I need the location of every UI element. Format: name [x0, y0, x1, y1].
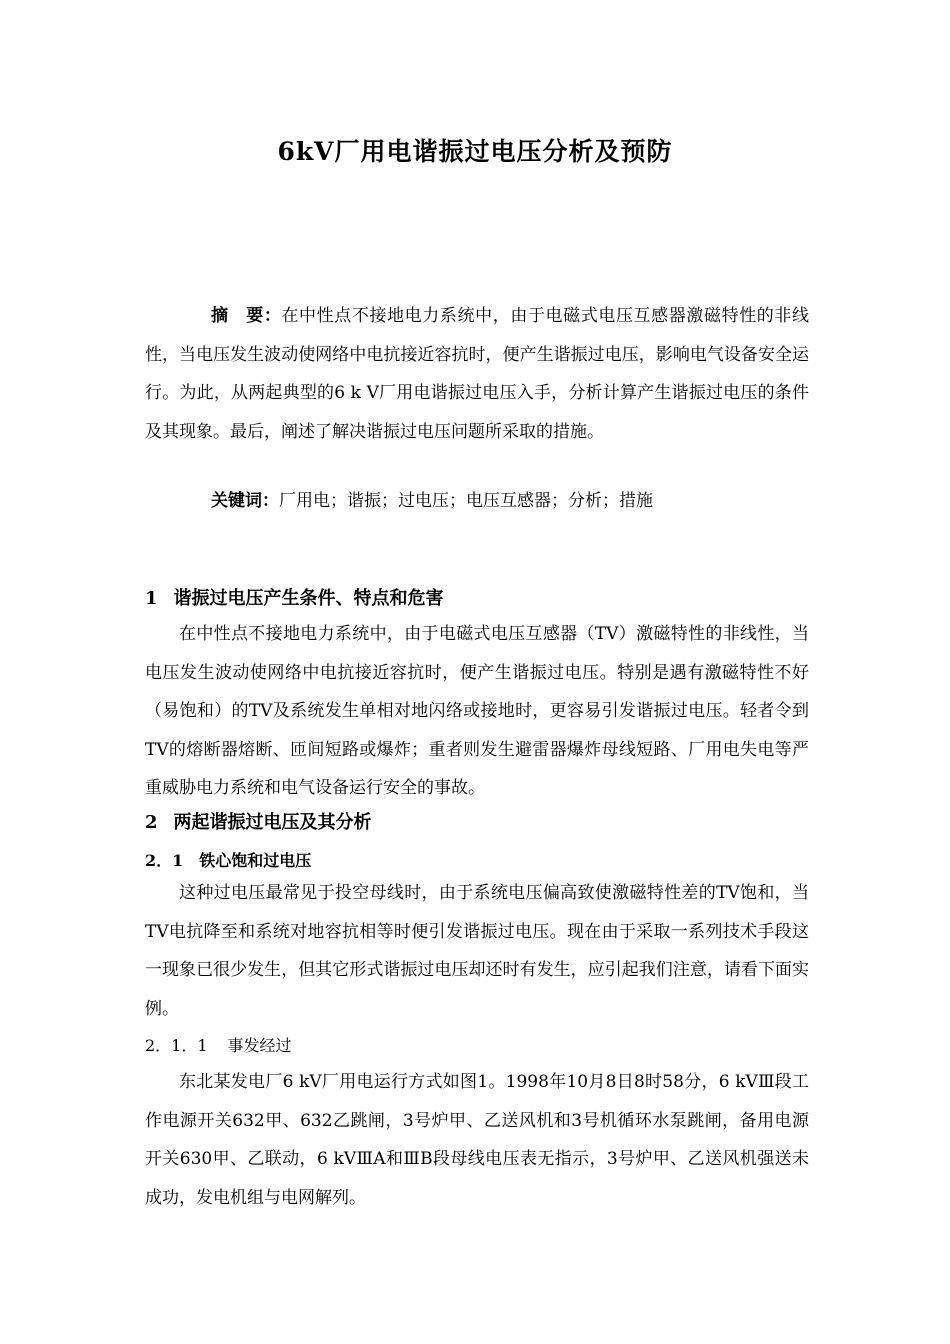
section-2-number: 2 [145, 812, 158, 833]
abstract-text: 在中性点不接地电力系统中，由于电磁式电压互感器激磁特性的非线性，当电压发生波动使网络中电抗接近容抗时，便产生谐振过电压，影响电气设备安全运行。为此，从两起典型的6 k V厂用电谐振过电压入手，分析计算产生谐振过电压的条件及其现象。最后，阐述了解决谐振过电压问题所采取的措施。 [145, 306, 810, 442]
keywords-text: 厂用电；谐振；过电压；电压互感器；分析；措施 [279, 491, 653, 511]
abstract-paragraph [145, 297, 809, 451]
section-2-1-number: 2．1 [145, 851, 184, 870]
section-2-1-1-title: 事发经过 [227, 1036, 292, 1055]
section-1-heading [145, 584, 444, 610]
section-2-heading [145, 808, 372, 834]
section-2-1-heading [145, 848, 311, 871]
section-2-1-1-heading [145, 1033, 292, 1056]
paper-title: 6kV厂用电谐振过电压分析及预防 [277, 137, 673, 166]
abstract-label: 摘 要： [211, 306, 282, 326]
section-2-1-title: 铁心饱和过电压 [199, 851, 312, 870]
section-2-1-body: 这种过电压最常见于投空母线时，由于系统电压偏高致使激磁特性差的TV饱和，当TV电抗降至和系统对地容抗相等时便引发谐振过电压。现在由于采取一系列技术手段这一现象已很少发生，但其它形式谐振过电压却还时有发生，应引起我们注意，请看下面实例。 [145, 883, 809, 1019]
section-2-title: 两起谐振过电压及其分析 [173, 812, 372, 833]
section-1-number: 1 [145, 588, 158, 609]
section-2-1-1-number: 2．1．1 [145, 1036, 208, 1055]
section-1-body: 在中性点不接地电力系统中，由于电磁式电压互感器（TV）激磁特性的非线性，当电压发生波动使网络中电抗接近容抗时，便产生谐振过电压。特别是遇有激磁特性不好（易饱和）的TV及系统发生单相对地闪络或接地时，更容易引发谐振过电压。轻者令到TV的熔断器熔断、匝间短路或爆炸；重者则发生避雷器爆炸母线短路、厂用电失电等严重威胁电力系统和电气设备运行安全的事故。 [145, 624, 809, 798]
keywords-label: 关键词： [211, 491, 279, 511]
section-1-title: 谐振过电压产生条件、特点和危害 [173, 588, 444, 609]
section-2-1-1-body: 东北某发电厂6 kV厂用电运行方式如图1。1998年10月8日8时58分，6 kVⅢ段工作电源开关632甲、632乙跳闸，3号炉甲、乙送风机和3号机循环水泵跳闸，备用电源开关630甲、乙联动，6 kVⅢA和ⅢB段母线电压表无指示，3号炉甲、乙送风机强送未成功，发电机组与电网解列。 [145, 1072, 809, 1208]
keywords-paragraph [145, 482, 809, 521]
